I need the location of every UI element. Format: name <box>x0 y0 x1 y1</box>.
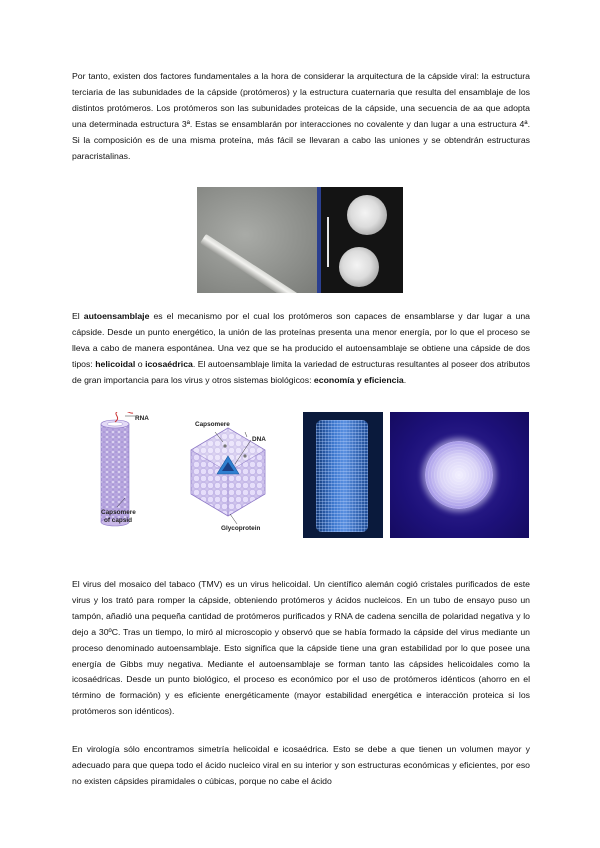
tmv-rod-micrograph <box>197 187 317 293</box>
label-capsomere-of-capsid-line1: Capsomere <box>101 509 136 516</box>
helical-capsid-column <box>316 420 368 532</box>
label-rna: RNA <box>135 415 149 422</box>
label-dna: DNA <box>252 436 266 443</box>
label-glycoprotein: Glycoprotein <box>221 525 261 532</box>
icosahedral-virion <box>425 441 493 509</box>
icosahedral-virion-micrograph <box>390 412 529 538</box>
scale-bar <box>327 217 329 267</box>
capsid-particle <box>347 195 387 235</box>
paragraph-symmetry-types: En virología sólo encontramos simetría helicoidal e icosaédrica. Esto se debe a que tienen un volumen mayor y adecuado para que quepa todo el ácido nucleico viral en su interior y son estructuras económicas y eficientes, por eso no existen cápsides piramidales o cúbicas, porque no cabe el ácido <box>72 744 530 786</box>
label-capsomere-of-capsid-line2: of capsid <box>104 517 133 524</box>
tmv-rod <box>200 234 317 293</box>
paragraph-capsid-architecture: Por tanto, existen dos factores fundamentales a la hora de considerar la arquitectura de la cápside viral: la estructura terciaria de las subunidades de la cápside (protómeros) y la estructura cuaternaria que resulta del ensamblaje de los distintos protómeros. Los protómeros son las subunidades proteicas de la cápside, una secuencia de aa que adopta una determinada estructura 3ª. Estas se ensamblarán por interacciones no covalente y dan lugar a una estructura 4ª. Si la composición es de una misma proteína, más fácil se llevaran a cabo las uniones y se obtendrán estructuras paracristalinas. <box>72 71 530 161</box>
label-capsomere: Capsomere <box>195 421 230 428</box>
capsid-symmetry-diagram <box>95 412 295 537</box>
icosahedral-capsid-micrograph <box>321 187 403 293</box>
capsid-particle <box>339 247 379 287</box>
helical-capsid-micrograph <box>303 412 383 538</box>
paragraph-tmv-experiment: El virus del mosaico del tabaco (TMV) es un virus helicoidal. Un científico alemán cogió cristales purificados de este virus y los trató para romper la cápside, obteniendo protómeros y ácidos nucleicos. En un tubo de ensayo puso un tampón, añadió una pequeña cantidad de protómeros purificados y RNA de cadena sencilla de polaridad negativa y lo dejo a 30ºC. Tras un tiempo, lo miró al microscopio y observó que se había formado la cápside del virus mediante un proceso denominado autoensamblaje. Esto significa que la cápside tiene una gran estabilidad por lo que posee una energía de Gibbs muy negativa. Mediante el autoensamblaje se forman tanto las cápsides helicoidales como la icosaédricas. Desde un punto biológico, el proceso es económico por el uso de protómeros idénticos (ahorro en el término de formación) y es eficiente energéticamente (mayor estabilidad energética e interacción proteica si los protómeros son idénticos). <box>72 579 530 717</box>
paragraph-self-assembly: El autoensamblaje es el mecanismo por el cual los protómeros son capaces de ensamblarse y dar lugar a una cápside. Desde un punto energético, la unión de las proteínas presenta una menor energía, por lo que el proceso se lleva a cabo de manera espontánea. Una vez que se ha producido el autoensamblaje se obtiene una cápside de dos tipos: helicoidal o icosaédrica. El autoensamblaje limita la variedad de estructuras resultantes al poseer dos atributos de gran importancia para los virus y otros sistemas biológicos: economía y eficiencia. <box>72 311 530 385</box>
